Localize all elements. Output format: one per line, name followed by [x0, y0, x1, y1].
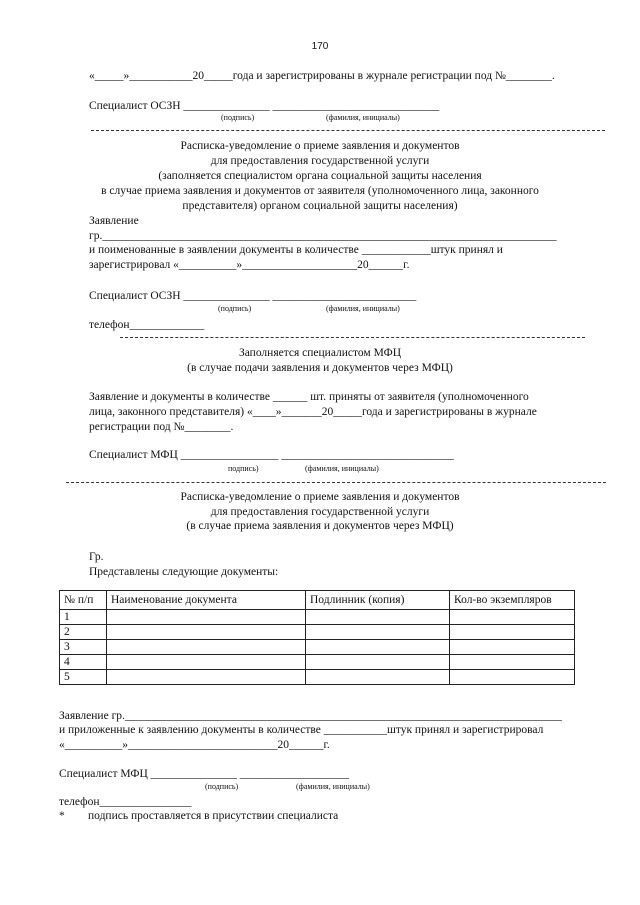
mfc-body-2: лица, законного представителя) «____»_______20_____года и зарегистрированы в журнале	[89, 406, 537, 418]
cell-name	[107, 670, 306, 685]
registration-line: «_____»___________20_____года и зарегистрированы в журнале регистрации под №________.	[89, 70, 555, 82]
receipt-oszn-title-3: (заполняется специалистом органа социальной защиты населения	[158, 170, 482, 182]
cell-copies	[450, 625, 575, 640]
name-caption-3: (фамилия, инициалы)	[305, 464, 379, 473]
page-number: 170	[311, 41, 329, 52]
registered-date-line: зарегистрировал «__________»____________________20______г.	[89, 259, 410, 271]
receipt-mfc-title-3: (в случае приема заявления и документов через МФЦ)	[186, 520, 454, 532]
cell-original	[306, 625, 450, 640]
cell-number: 4	[60, 655, 107, 670]
table-row	[60, 625, 575, 640]
table-header-row	[60, 591, 575, 610]
cell-original	[306, 610, 450, 625]
signature-caption-2: (подпись)	[218, 304, 252, 313]
documents-table	[59, 590, 575, 685]
cell-copies	[450, 640, 575, 655]
phone-line-2: телефон________________	[59, 796, 192, 808]
application-gr-line: Заявление гр.____________________________________________________________________________	[59, 710, 562, 722]
cell-copies	[450, 670, 575, 685]
signature-caption: (подпись)	[221, 113, 255, 122]
receipt-oszn-title-2: для предоставления государственной услуги	[210, 155, 430, 167]
table-row	[60, 655, 575, 670]
receipt-mfc-title-2: для предоставления государственной услуги	[210, 506, 430, 518]
signature-caption-4: (подпись)	[205, 782, 239, 791]
cell-original	[306, 670, 450, 685]
mfc-date-line: «__________»__________________________20______г.	[59, 739, 330, 751]
receipt-mfc-title-1: Расписка-уведомление о приеме заявления и документов	[180, 491, 460, 503]
footnote-text: подпись проставляется в присутствии специалиста	[88, 810, 339, 822]
application-label: Заявление	[89, 215, 139, 227]
footnote-mark: *	[59, 810, 65, 822]
cell-name	[107, 655, 306, 670]
receipt-oszn-title-4: в случае приема заявления и документов от заявителя (уполномоченного лица, законного	[101, 185, 539, 197]
cell-original	[306, 655, 450, 670]
oszn-specialist-line-2: Специалист ОСЗН _______________ _________________________	[89, 290, 417, 302]
cell-original	[306, 640, 450, 655]
col-header-number: № п/п	[60, 591, 107, 610]
applicant-line: гр._______________________________________________________________________________	[89, 230, 557, 242]
cell-copies	[450, 610, 575, 625]
cell-name	[107, 640, 306, 655]
col-header-copies: Кол-во экземпляров	[450, 591, 575, 610]
col-header-original: Подлинник (копия)	[306, 591, 450, 610]
attached-docs-line: и приложенные к заявлению документы в количестве ___________штук принял и зарегистрировал	[59, 724, 544, 736]
name-caption-4: (фамилия, инициалы)	[296, 782, 370, 791]
gr-label: Гр.	[89, 551, 104, 563]
docs-intro: Представлены следующие документы:	[89, 566, 279, 578]
cell-name	[107, 625, 306, 640]
signature-caption-3: подпись)	[228, 464, 259, 473]
cut-line	[91, 130, 605, 131]
mfc-title-2: (в случае подачи заявления и документов через МФЦ)	[187, 362, 453, 374]
mfc-title-1: Заполняется специалистом МФЦ	[238, 347, 402, 359]
cut-line-2	[120, 337, 585, 338]
receipt-oszn-title-5: представителя) органом социальной защиты населения)	[182, 200, 458, 212]
name-caption: (фамилия, инициалы)	[326, 113, 400, 122]
cell-name	[107, 610, 306, 625]
receipt-oszn-title-1: Расписка-уведомление о приеме заявления и документов	[180, 140, 460, 152]
phone-line: телефон_____________	[89, 319, 205, 331]
cell-number: 2	[60, 625, 107, 640]
table-row	[60, 670, 575, 685]
cell-number: 3	[60, 640, 107, 655]
docs-count-line: и поименованные в заявлении документы в количестве ____________штук принял и	[89, 244, 503, 256]
mfc-body-1: Заявление и документы в количестве ______ шт. приняты от заявителя (уполномоченного	[89, 391, 529, 403]
mfc-specialist-line: Специалист МФЦ _________________ ______________________________	[89, 449, 454, 461]
cut-line-3	[66, 482, 606, 483]
col-header-name: Наименование документа	[107, 591, 306, 610]
table-row	[60, 640, 575, 655]
cell-number: 5	[60, 670, 107, 685]
cell-copies	[450, 655, 575, 670]
mfc-body-3: регистрации под №________.	[89, 421, 234, 433]
oszn-specialist-line: Специалист ОСЗН _______________ _____________________________	[89, 100, 440, 112]
cell-number: 1	[60, 610, 107, 625]
name-caption-2: (фамилия, инициалы)	[326, 304, 400, 313]
mfc-specialist-line-2: Специалист МФЦ _______________ ___________________	[59, 768, 350, 780]
table-row	[60, 610, 575, 625]
